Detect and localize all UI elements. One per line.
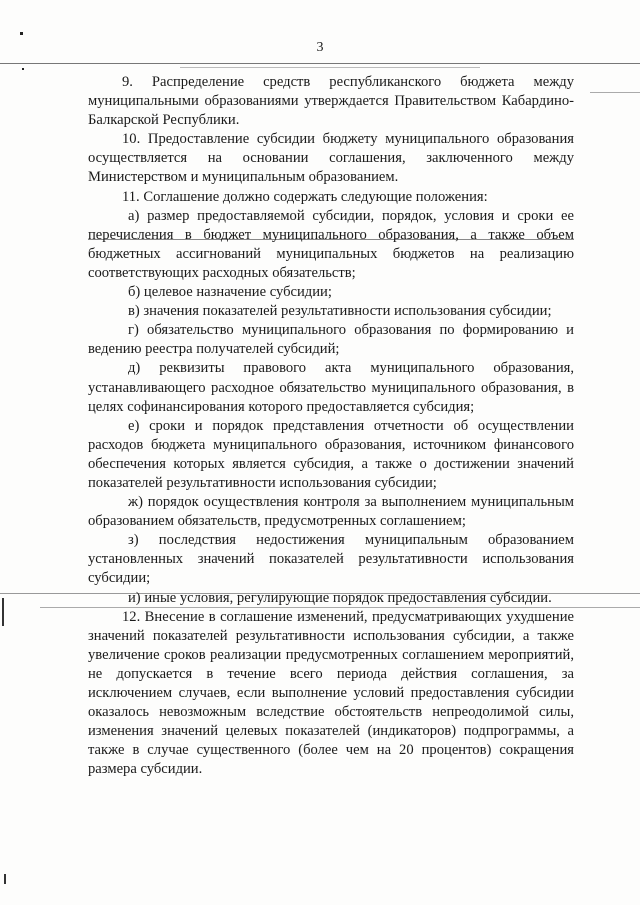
page-number: 3: [316, 40, 324, 55]
item-d: д) реквизиты правового акта муниципального образования, устанавливающего расходное обязательство муниципального образования, в целях софинансирования которого предоставляется субсидия;: [88, 360, 574, 415]
item-z: з) последствия недостижения муниципальным образованием установленных значений показателей результативности использования субсидии;: [88, 532, 574, 587]
item-i: и) иные условия, регулирующие порядок предоставления субсидии.: [128, 589, 552, 606]
item-v: в) значения показателей результативности использования субсидии;: [128, 303, 552, 320]
scan-speck: [20, 32, 23, 35]
paragraph-9: 9. Распределение средств республиканского бюджета между муниципальными образованиями утверждается Правительством Кабардино-Балкарской Республики.: [88, 74, 574, 129]
scan-rule-right: [590, 92, 640, 93]
paragraph-11: 11. Соглашение должно содержать следующие положения:: [122, 188, 488, 205]
body-text: [88, 73, 574, 779]
scan-rule-top: [0, 63, 640, 64]
item-e: е) сроки и порядок представления отчетности об осуществлении расходов бюджета муниципального образования, источником финансового обеспечения которых является субсидия, а также о достижении значений показателей результативности использования субсидии;: [88, 417, 574, 491]
paragraph-12: 12. Внесение в соглашение изменений, предусматривающих ухудшение значений показателей результативности использования субсидии, а также увеличение сроков реализации предусмотренных соглашением мероприятий, не допускается в течение всего периода действия соглашения, за исключением случаев, если выполнение условий предоставления субсидии оказалось невозможным вследствие обстоятельств непреодолимой силы, изменения значений целевых показателей (индикаторов) подпрограммы, а также в случае существенного (более чем на 20 процентов) сокращения размера субсидии.: [88, 608, 574, 778]
item-zh: ж) порядок осуществления контроля за выполнением муниципальным образованием обязательств, предусмотренных соглашением;: [88, 494, 574, 530]
scan-rule-faint: [180, 67, 480, 68]
item-b: б) целевое назначение субсидии;: [128, 284, 332, 301]
paragraph-10: 10. Предоставление субсидии бюджету муниципального образования осуществляется на основании соглашения, заключенного между Министерством и муниципальным образованием.: [88, 131, 574, 186]
scan-margin-mark: [4, 874, 6, 884]
item-g: г) обязательство муниципального образования по формированию и ведению реестра получателей субсидий;: [88, 322, 574, 358]
scan-speck: [22, 68, 24, 70]
scan-margin-mark: [2, 598, 4, 626]
item-a: а) размер предоставляемой субсидии, порядок, условия и сроки ее перечисления в бюджет муниципального образования, а также объем бюджетных ассигнований муниципальных бюджетов на реализацию соответствующих расходных обязательств;: [88, 207, 574, 281]
